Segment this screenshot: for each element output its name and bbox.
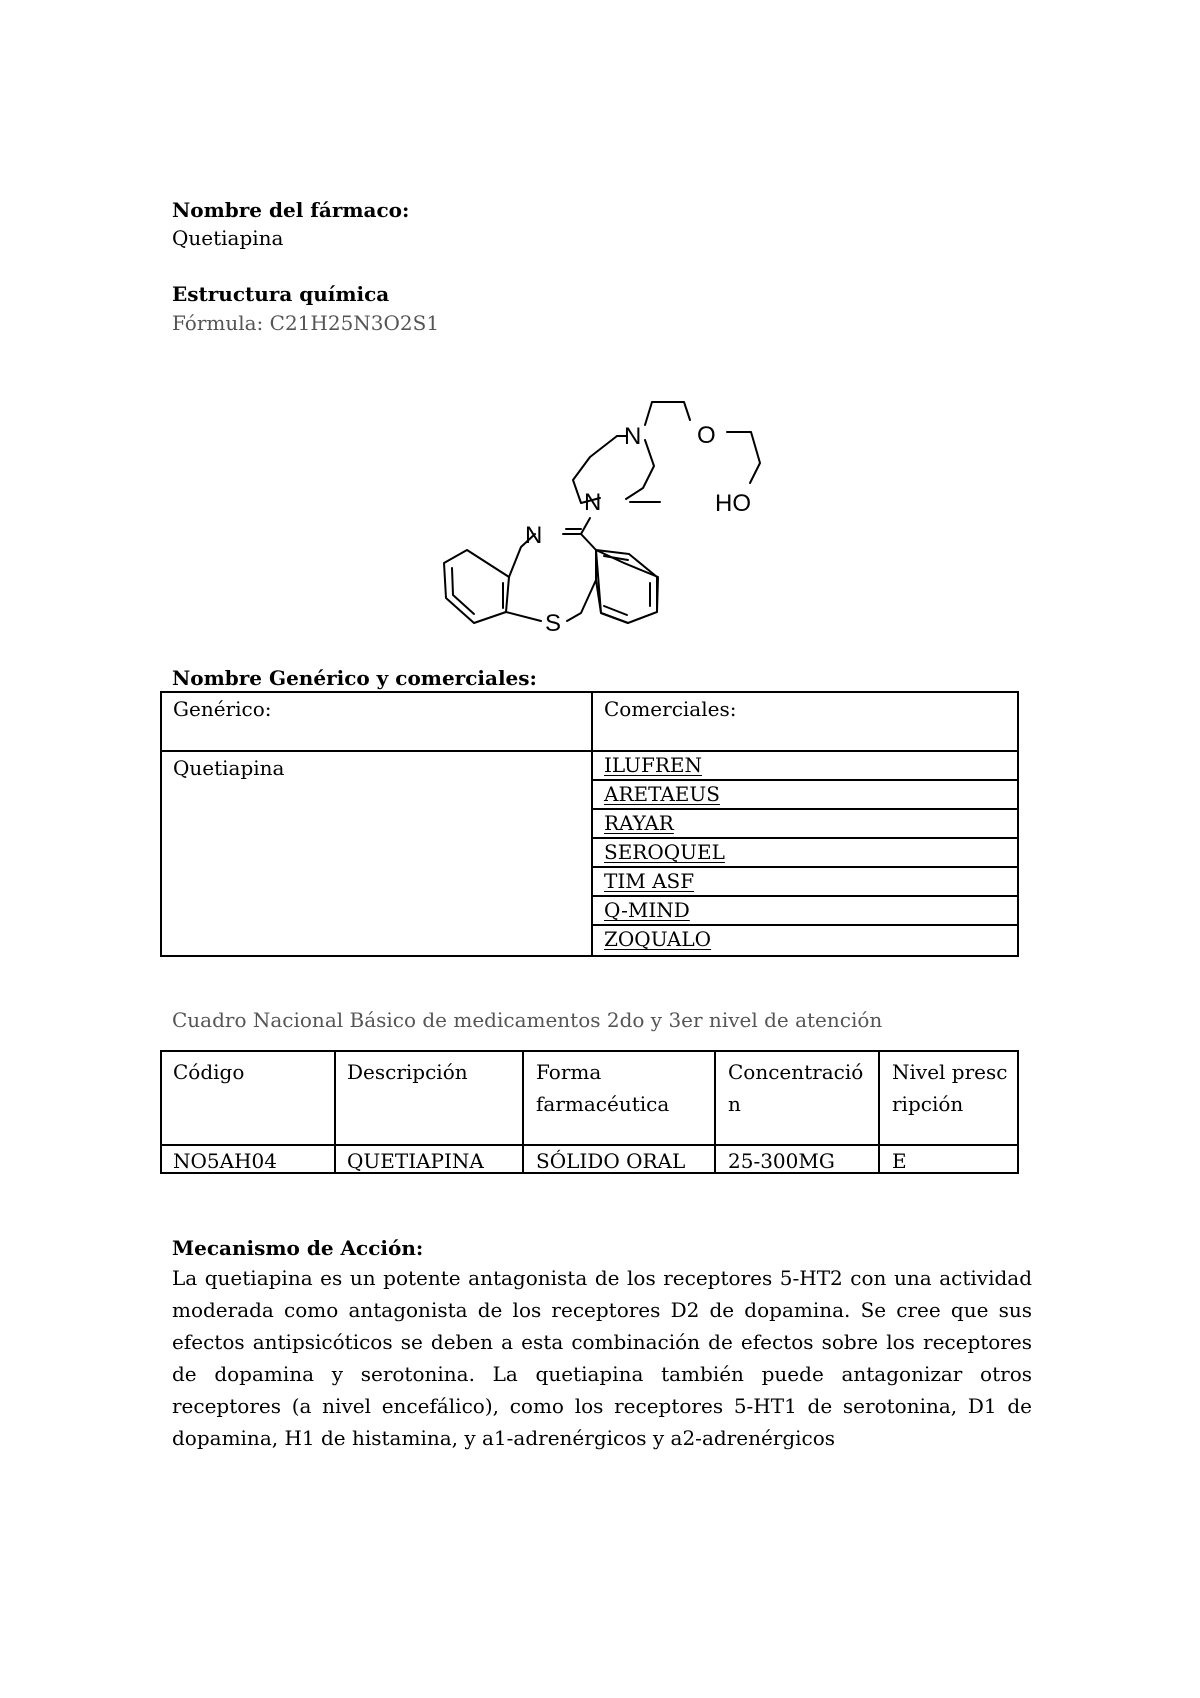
names-table — [160, 691, 1019, 957]
mechanism-title: Mecanismo de Acción: — [172, 1236, 424, 1260]
commercial-header: Comerciales: — [604, 697, 737, 721]
formula-value: C21H25N3O2S1 — [269, 311, 440, 335]
table-divider — [162, 1144, 1017, 1146]
brand-name: ILUFREN — [604, 753, 702, 777]
brand-name: SEROQUEL — [604, 840, 725, 864]
drug-name-value: Quetiapina — [172, 226, 284, 250]
table-divider — [714, 1052, 716, 1172]
header-level: Nivel prescripción — [892, 1060, 1008, 1116]
table-divider — [878, 1052, 880, 1172]
atom-n-ring: N — [525, 522, 543, 549]
table-divider — [334, 1052, 336, 1172]
formula-label: Fórmula: — [172, 311, 264, 335]
structure-title: Estructura química — [172, 282, 390, 306]
atom-sulfur: S — [545, 610, 562, 637]
names-section-title: Nombre Genérico y comerciales: — [172, 666, 537, 690]
cell-description: QUETIAPINA — [347, 1149, 484, 1173]
cnbm-table — [160, 1050, 1019, 1174]
cnbm-title: Cuadro Nacional Básico de medicamentos 2do y 3er nivel de atención — [172, 1008, 883, 1032]
atom-oxygen: O — [697, 422, 716, 449]
brand-row — [593, 810, 1017, 839]
header-form: Forma farmacéutica — [536, 1060, 670, 1116]
cell-code: NO5AH04 — [173, 1149, 277, 1173]
drug-name-label: Nombre del fármaco: — [172, 198, 410, 222]
atom-n-top: N — [624, 423, 642, 450]
brand-row — [593, 781, 1017, 810]
right-benzene-ring — [596, 550, 658, 623]
brand-row — [593, 752, 1017, 781]
atom-n-mid: N — [584, 489, 602, 516]
table-divider — [522, 1052, 524, 1172]
brand-row — [593, 839, 1017, 868]
mechanism-text: La quetiapina es un potente antagonista de los receptores 5-HT2 con una actividad moderada como antagonista de los receptores D2 de dopamina. Se cree que sus efectos antipsicóticos se deben a esta combinación de efectos sobre los receptores de dopamina y serotonina. La quetiapina también puede antagonizar otros receptores (a nivel encefálico), como los receptores 5-HT1 de serotonina, D1 de dopamina, H1 de histamina, y a1-adrenérgicos y a2-adrenérgicos — [172, 1266, 1032, 1450]
cell-concentration: 25-300MG — [728, 1149, 835, 1173]
brand-name: TIM ASF — [604, 869, 695, 893]
brand-row — [593, 868, 1017, 897]
header-description: Descripción — [347, 1060, 468, 1084]
brand-name: Q-MIND — [604, 898, 690, 922]
brand-name: RAYAR — [604, 811, 674, 835]
left-benzene-ring — [444, 550, 509, 623]
header-code: Código — [173, 1060, 245, 1084]
generic-header: Genérico: — [173, 697, 272, 721]
brand-name: ZOQUALO — [604, 927, 712, 951]
atom-hydroxyl: HO — [715, 490, 751, 517]
cell-form: SÓLIDO ORAL — [536, 1149, 686, 1173]
brand-name: ARETAEUS — [604, 782, 720, 806]
header-concentration: Concentración — [728, 1060, 864, 1116]
brand-row — [593, 897, 1017, 926]
generic-value: Quetiapina — [173, 756, 285, 780]
brand-row — [593, 926, 1017, 955]
cell-level: E — [892, 1149, 907, 1173]
